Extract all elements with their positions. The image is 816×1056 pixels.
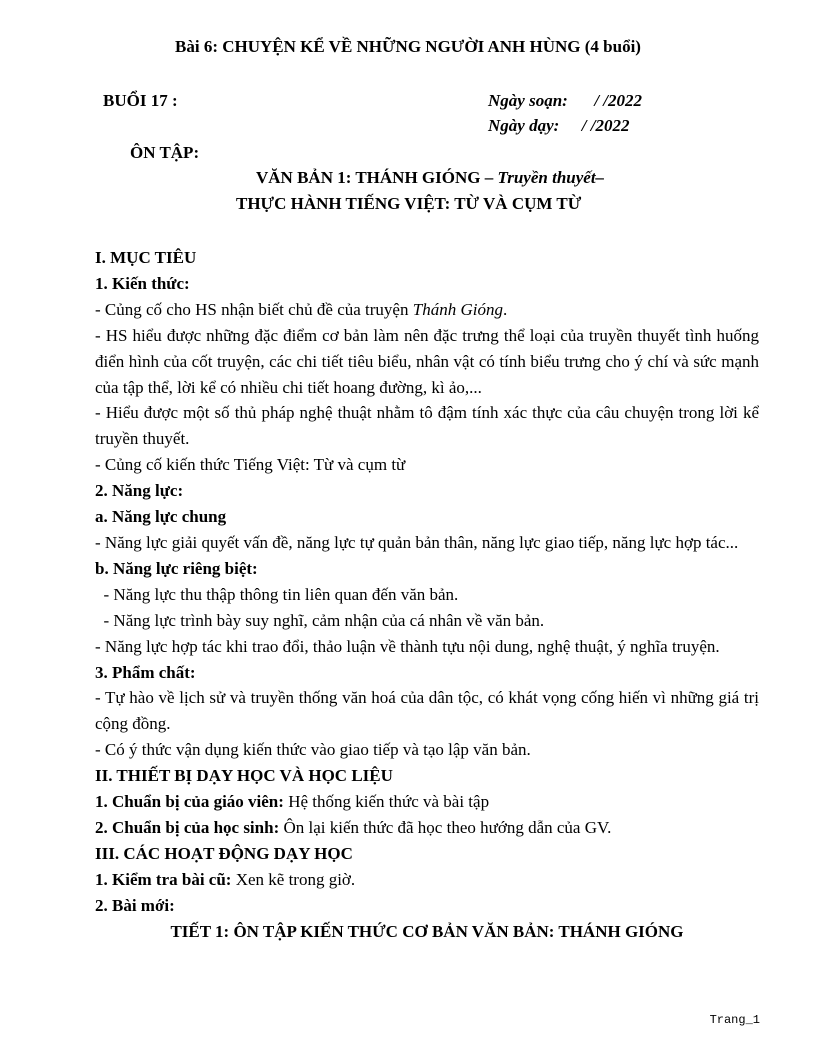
general-competency-heading: a. Năng lực chung (95, 507, 227, 527)
review-label: ÔN TẬP: (130, 143, 200, 162)
prep-date-value: / /2022 (594, 91, 643, 110)
old-lesson-check-text: Xen kẽ trong giờ. (231, 869, 356, 889)
teach-date-label: Ngày dạy: (488, 116, 560, 135)
text-title-main: VĂN BẢN 1: THÁNH GIÓNG – (256, 168, 498, 187)
text-title (256, 167, 604, 189)
qualities-heading: 3. Phẩm chất: (95, 662, 196, 682)
lesson-title: Bài 6: CHUYỆN KỂ VỀ NHỮNG NGƯỜI ANH HÙNG (4 buổi) (175, 37, 641, 56)
page-number: Trang_1 (709, 1013, 760, 1027)
knowledge-item (95, 297, 759, 323)
knowledge-item: - HS hiểu được những đặc điểm cơ bản làm nên đặc trưng thể loại của truyền thuyết tình huống điển hình của cốt truyện, các chi tiết tiêu biểu, nhân vật có tính biểu trưng cho ý chí và sức mạnh của tập thể, lời kể có nhiều chi tiết hoang đường, kì ảo,... (95, 325, 759, 397)
qualities-item: - Có ý thức vận dụng kiến thức vào giao tiếp và tạo lập văn bản. (95, 740, 531, 760)
old-lesson-check-label: 1. Kiểm tra bài cũ: (95, 869, 232, 889)
teach-date-value: / /2022 (581, 116, 630, 135)
prep-date-label: Ngày soạn: (488, 91, 568, 110)
teacher-preparation-text: Hệ thống kiến thức và bài tập (283, 792, 490, 812)
teach-date (488, 115, 629, 137)
session-label: BUỔI 17 : (103, 91, 178, 110)
section-heading-objectives: I. MỤC TIÊU (95, 248, 197, 267)
section-heading-equipment: II. THIẾT BỊ DẠY HỌC VÀ HỌC LIỆU (95, 766, 393, 786)
section-heading-activities: III. CÁC HOẠT ĐỘNG DẠY HỌC (95, 843, 353, 863)
practice-title: THỰC HÀNH TIẾNG VIỆT: TỪ VÀ CỤM TỪ (236, 194, 582, 213)
old-lesson-check (95, 867, 759, 893)
knowledge-item-end: . (502, 299, 508, 319)
general-competency-item: - Năng lực giải quyết vấn đề, năng lực tự quản bản thân, năng lực giao tiếp, năng lực hợp tác... (95, 532, 739, 552)
student-preparation (95, 815, 759, 841)
teacher-preparation-label: 1. Chuẩn bị của giáo viên: (95, 792, 284, 812)
teacher-preparation (95, 789, 759, 815)
specific-competency-item: - Năng lực thu thập thông tin liên quan đến văn bản. (95, 584, 459, 604)
document-body (95, 245, 759, 944)
prep-date (488, 90, 642, 112)
knowledge-item-text: - Củng cố cho HS nhận biết chủ đề của truyện (95, 299, 413, 319)
story-name: Thánh Gióng (412, 299, 503, 319)
specific-competency-heading: b. Năng lực riêng biệt: (95, 558, 258, 578)
student-preparation-label: 2. Chuẩn bị của học sinh: (95, 817, 280, 837)
new-lesson-label: 2. Bài mới: (95, 895, 175, 915)
lesson-period-title: TIẾT 1: ÔN TẬP KIẾN THỨC CƠ BẢN VĂN BẢN: THÁNH GIÓNG (170, 921, 684, 941)
text-title-genre: Truyền thuyết– (497, 168, 605, 187)
competency-heading: 2. Năng lực: (95, 481, 184, 501)
specific-competency-item: - Năng lực trình bày suy nghĩ, cảm nhận của cá nhân về văn bản. (95, 610, 545, 630)
knowledge-heading: 1. Kiến thức: (95, 273, 190, 293)
qualities-item: - Tự hào về lịch sử và truyền thống văn hoá của dân tộc, có khát vọng cống hiến vì những giá trị cộng đồng. (95, 688, 759, 734)
specific-competency-item: - Năng lực hợp tác khi trao đổi, thảo luận về thành tựu nội dung, nghệ thuật, ý nghĩa truyện. (95, 636, 720, 656)
student-preparation-text: Ôn lại kiến thức đã học theo hướng dẫn của GV. (279, 817, 612, 837)
knowledge-item: - Củng cố kiến thức Tiếng Việt: Từ và cụm từ (95, 455, 406, 475)
knowledge-item: - Hiểu được một số thủ pháp nghệ thuật nhằm tô đậm tính xác thực của câu chuyện trong lời kể truyền thuyết. (95, 403, 759, 449)
